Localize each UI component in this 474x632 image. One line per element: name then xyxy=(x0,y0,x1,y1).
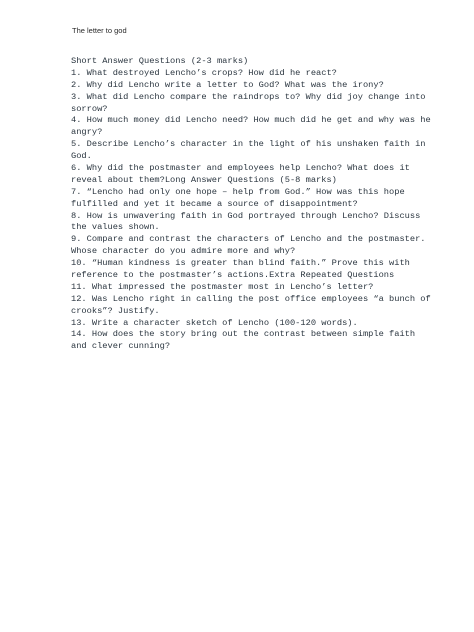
question-line: reference to the postmaster’s actions.Extra Repeated Questions xyxy=(71,270,395,281)
question-line: 7. “Lencho had only one hope – help from God.” How was this hope xyxy=(71,186,405,197)
question-line: crooks”? Justify. xyxy=(71,305,160,316)
question-line: 1. What destroyed Lencho’s crops? How did he react? xyxy=(71,67,337,78)
question-line: 12. Was Lencho right in calling the post office employees “a bunch of xyxy=(71,293,431,304)
question-line: Whose character do you admire more and why? xyxy=(71,246,296,257)
question-line: sorrow? xyxy=(71,103,108,114)
question-list xyxy=(71,56,431,353)
question-line: angry? xyxy=(71,127,103,138)
question-line: 6. Why did the postmaster and employees help Lencho? What does it xyxy=(71,163,410,174)
question-line: God. xyxy=(71,151,92,162)
question-line: 8. How is unwavering faith in God portrayed through Lencho? Discuss xyxy=(71,210,421,221)
question-line: 14. How does the story bring out the contrast between simple faith xyxy=(71,329,416,340)
question-line: and clever cunning? xyxy=(71,341,171,352)
question-line: the values shown. xyxy=(71,222,160,233)
question-line: 11. What impressed the postmaster most in Lencho’s letter? xyxy=(71,281,374,292)
question-line: 5. Describe Lencho’s character in the light of his unshaken faith in xyxy=(71,139,426,150)
question-line: fulfilled and yet it became a source of disappointment? xyxy=(71,198,358,209)
document-header: The letter to god xyxy=(72,26,127,35)
question-line: reveal about them?Long Answer Questions (5-8 marks) xyxy=(71,174,337,185)
question-line: 10. “Human kindness is greater than blind faith.” Prove this with xyxy=(71,258,410,269)
question-line: 4. How much money did Lencho need? How much did he get and why was he xyxy=(71,115,431,126)
question-line: 9. Compare and contrast the characters of Lencho and the postmaster. xyxy=(71,234,426,245)
section-heading: Short Answer Questions (2-3 marks) xyxy=(71,56,249,66)
question-line: 2. Why did Lencho write a letter to God? What was the irony? xyxy=(71,79,384,90)
question-line: 13. Write a character sketch of Lencho (100-120 words). xyxy=(71,317,358,328)
question-line: 3. What did Lencho compare the raindrops to? Why did joy change into xyxy=(71,91,426,102)
